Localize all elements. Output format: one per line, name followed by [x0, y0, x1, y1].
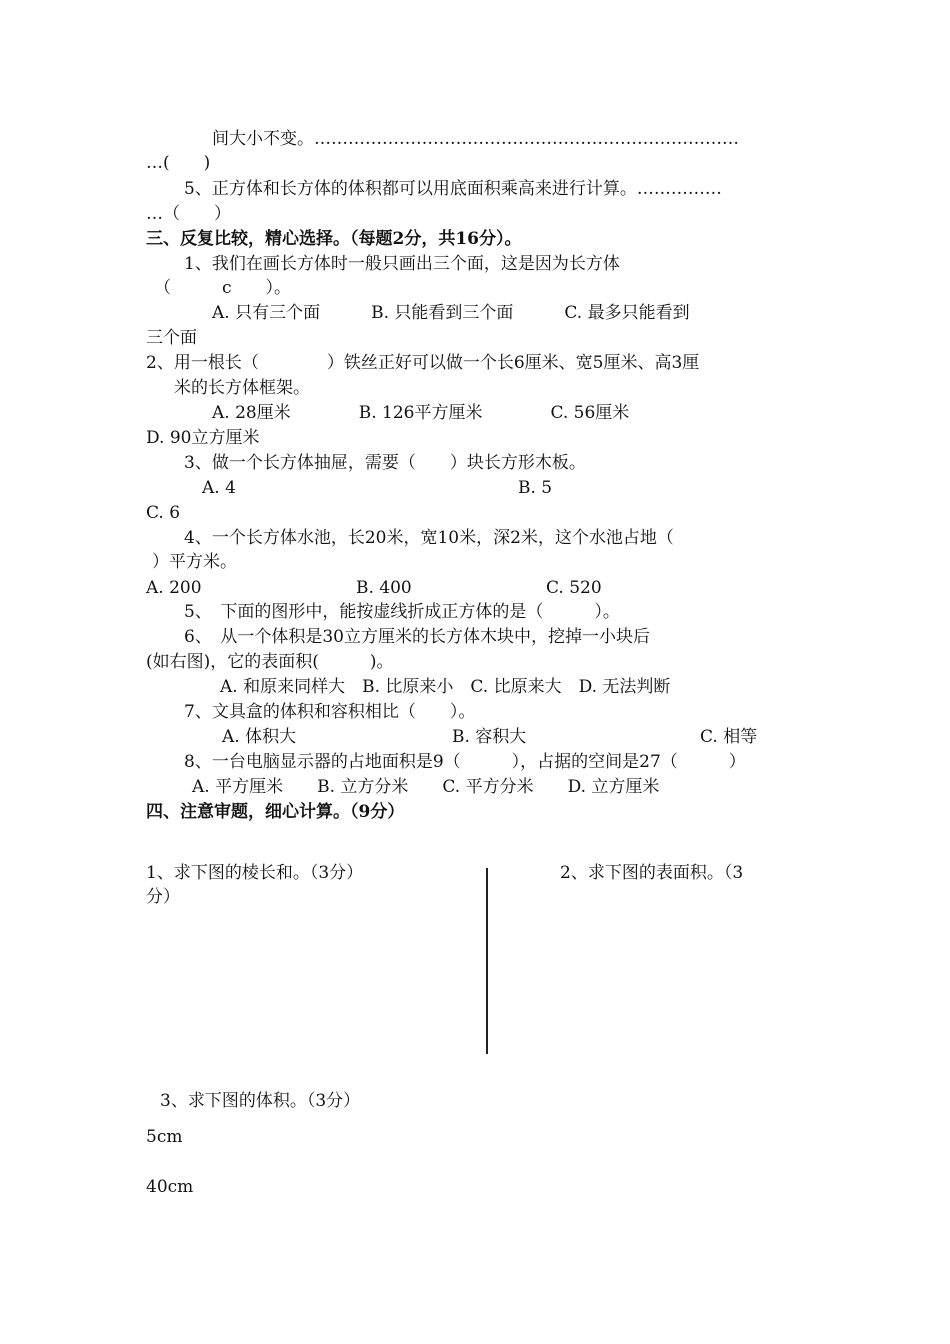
- option-b: B. 容积大: [452, 727, 527, 747]
- dimension-label: 5cm: [146, 1127, 183, 1147]
- options: A. 和原来同样大 B. 比原来小 C. 比原来大 D. 无法判断: [220, 677, 671, 697]
- option-a: A. 4: [202, 478, 236, 498]
- option-d: D. 90立方厘米: [146, 428, 260, 448]
- options: A. 平方厘米 B. 立方分米 C. 平方分米 D. 立方厘米: [192, 777, 660, 797]
- calc-question-3: 3、求下图的体积。（3分）: [160, 1091, 361, 1111]
- text-line: 分）: [146, 887, 180, 907]
- calc-question-2: 2、求下图的表面积。（3: [560, 863, 744, 883]
- options: A. 28厘米 B. 126平方厘米 C. 56厘米: [212, 403, 630, 423]
- answer-blank: （ c ）。: [154, 278, 292, 298]
- section-heading: 三、反复比较，精心选择。（每题2分，共16分）。: [146, 229, 522, 249]
- question-text: 6、 从一个体积是30立方厘米的长方体木块中，挖掉一小块后: [184, 627, 650, 647]
- option-a: A. 200: [146, 578, 202, 598]
- option-a: A. 体积大: [222, 727, 297, 747]
- question-text: 4、一个长方体水池，长20米，宽10米，深2米，这个水池占地（: [184, 528, 674, 548]
- text-line: …（ ）: [146, 204, 231, 224]
- option-b: B. 5: [518, 478, 553, 498]
- option-c: C. 相等: [700, 727, 758, 747]
- text-line: 间大小不变。…………………………………………………………………: [212, 129, 739, 149]
- question-text: 7、文具盒的体积和容积相比（ ）。: [184, 702, 476, 722]
- section-heading: 四、注意审题，细心计算。（9分）: [146, 802, 405, 822]
- text-line: ）平方米。: [152, 552, 237, 572]
- text-line: (如右图)，它的表面积( )。: [146, 652, 394, 672]
- question-text: 8、一台电脑显示器的占地面积是9（ ），占据的空间是27（ ）: [184, 752, 746, 772]
- text-line: …( ): [146, 153, 211, 173]
- calc-question-1: 1、求下图的棱长和。（3分）: [146, 863, 364, 883]
- text-line: 三个面: [146, 328, 197, 348]
- option-c: C. 520: [546, 578, 602, 598]
- text-line: 米的长方体框架。: [174, 378, 310, 398]
- question-text: 2、用一根长（ ）铁丝正好可以做一个长6厘米、宽5厘米、高3厘: [146, 353, 700, 373]
- divider-line: [486, 868, 488, 1054]
- option-c: C. 6: [146, 503, 181, 523]
- question-text: 5、 下面的图形中，能按虚线折成正方体的是（ ）。: [184, 602, 620, 622]
- question-text: 3、做一个长方体抽屉，需要（ ）块长方形木板。: [184, 453, 586, 473]
- text-line: 5、正方体和长方体的体积都可以用底面积乘高来进行计算。……………: [184, 179, 722, 199]
- question-text: 1、我们在画长方体时一般只画出三个面，这是因为长方体: [184, 254, 620, 274]
- options: A. 只有三个面 B. 只能看到三个面 C. 最多只能看到: [212, 303, 690, 323]
- dimension-label: 40cm: [146, 1177, 194, 1197]
- option-b: B. 400: [356, 578, 412, 598]
